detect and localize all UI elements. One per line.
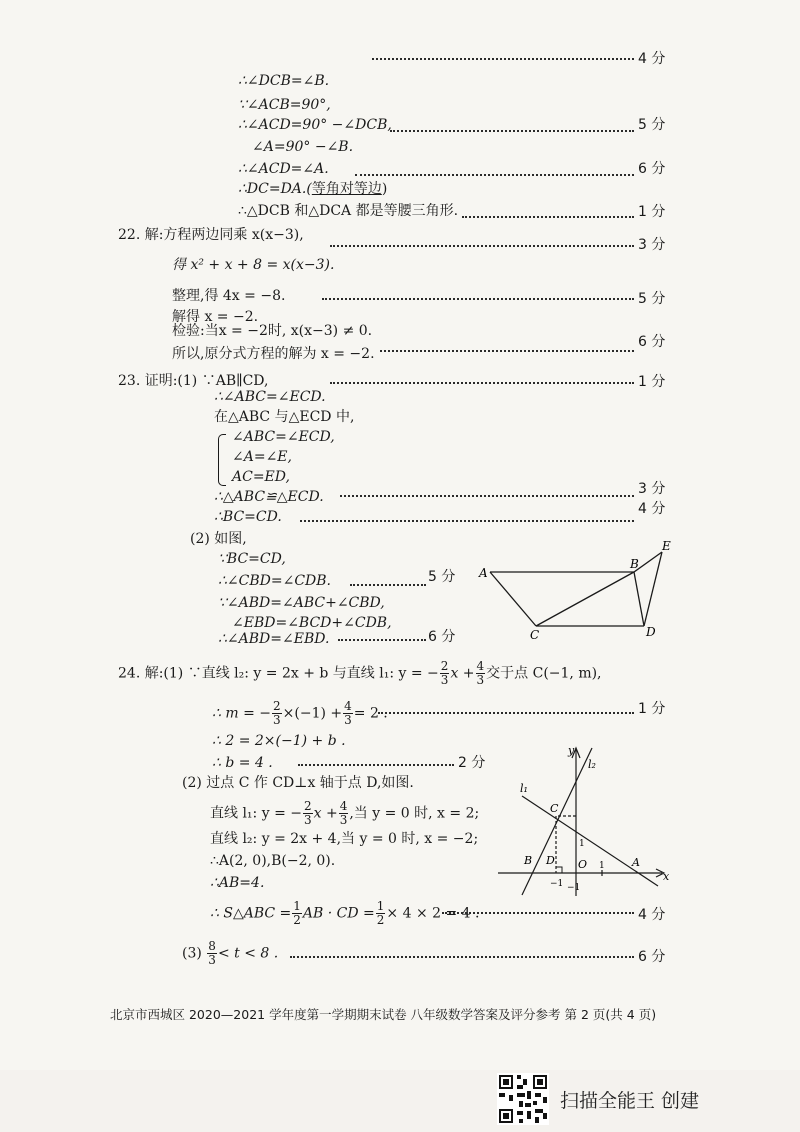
fig-label-l2: l₂ [588,758,596,771]
fig-label-e: E [662,539,671,553]
q24-line-5: 直线 l₂: y = 2x + 4,当 y = 0 时, x = −2; [210,831,479,847]
fig-label-a: A [632,856,640,869]
score-leader [390,130,634,132]
q23-line-1: ∴∠ABC=∠ECD. [214,389,326,405]
q24-line-6: ∴A(2, 0),B(−2, 0). [210,853,336,869]
fraction: $\frac{4}{3}$ [339,799,348,827]
score-label: 6 分 [638,949,666,965]
fraction: $\frac{2}{3}$ [440,659,449,687]
score-leader [338,639,426,641]
q23-line-6: ∴∠CBD=∠CDB. [218,573,331,589]
q24-heading: 24. 解:(1) ∵直线 l₂: y = 2x + b 与直线 l₁: y = − $\frac{2}{3}$ x + $\frac{4}{3}$ 交于点 C(−1, m), [118,659,602,687]
score-label: 4 分 [638,51,666,67]
tick-y-neg-one: −1 [567,883,581,893]
score-label: 5 分 [638,117,666,133]
q23-cond-2: ∠A=∠E, [232,449,292,465]
score-leader [330,245,634,247]
fig-label-x: x [663,870,670,883]
score-label: 3 分 [638,481,666,497]
q24-line-1: ∴ m = − $\frac{2}{3}$ ×(−1) + $\frac{4}{3}$ = 2 . [212,699,388,727]
q23-cond-1: ∠ABC=∠ECD, [232,429,335,445]
fig-label-l1: l₁ [520,782,528,795]
scanner-watermark: 扫描全能王 创建 [560,1090,700,1112]
fig-label-y: y [568,744,575,757]
q22-line-1: 得 x² + x + 8 = x(x−3). [172,257,335,273]
fig-label-d: D [546,854,555,867]
score-label: 6 分 [638,334,666,350]
coordinate-figure [492,740,672,900]
fig-label-c: C [530,628,540,642]
score-label: 4 分 [638,907,666,923]
tick-x-one: 1 [599,861,605,871]
score-leader [442,912,634,914]
q23-line-4: ∴BC=CD. [214,509,282,525]
q24-line-3: ∴ b = 4 . [212,755,273,771]
q22-line-3: 解得 x = −2. [172,309,259,325]
q21-line-7: ∴△DCB 和△DCA 都是等腰三角形. [238,203,459,219]
q22-line-5: 所以,原分式方程的解为 x = −2. [172,346,375,362]
fig-label-o: O [578,858,588,871]
q21-line-1: ∴∠DCB=∠B. [238,73,330,89]
score-leader [330,382,634,384]
fraction: $\frac{4}{3}$ [476,659,485,687]
q22-heading: 22. 解:方程两边同乘 x(x−3), [118,227,304,243]
q24-line-8: ∴ S△ABC = $\frac{1}{2}$ AB · CD = $\frac{1}{2}$ × 4 × 2 = 4 . [210,899,480,927]
score-leader [372,58,634,60]
qr-code-icon [497,1073,549,1125]
score-label: 1 分 [638,701,666,717]
score-label: 6 分 [428,629,456,645]
fig-label-c: C [550,802,559,815]
quadrilateral-figure [470,536,680,646]
fig-label-b: B [630,557,639,571]
fraction: $\frac{2}{3}$ [273,699,281,727]
q21-line-6: ∴DC=DA.(等角对等边) [238,181,388,197]
score-leader [355,174,634,176]
tick-x-neg-one: −1 [550,879,564,889]
score-label: 5 分 [428,569,456,585]
fraction: $\frac{1}{2}$ [293,899,301,927]
q24-part2: (2) 过点 C 作 CD⊥x 轴于点 D,如图. [182,775,414,791]
fraction: $\frac{1}{2}$ [376,899,385,927]
score-label: 1 分 [638,374,666,390]
q23-line-7: ∵∠ABD=∠ABC+∠CBD, [218,595,385,611]
score-leader [380,350,634,352]
q23-line-9: ∴∠ABD=∠EBD. [218,631,330,647]
q23-heading: 23. 证明:(1) ∵AB∥CD, [118,373,269,389]
q23-line-8: ∠EBD=∠BCD+∠CDB, [232,615,392,631]
q21-line-2: ∵∠ACB=90°, [238,97,331,113]
q23-line-2: 在△ABC 与△ECD 中, [214,409,355,425]
page-footer: 北京市西城区 2020—2021 学年度第一学期期末试卷 八年级数学答案及评分参考 第 2 页(共 4 页) [110,1007,657,1022]
q23-part2: (2) 如图, [190,531,247,547]
score-label: 3 分 [638,237,666,253]
score-leader [322,298,634,300]
tick-y-one: 1 [579,839,585,849]
score-leader [290,956,634,958]
fig-label-b: B [524,854,533,867]
score-leader [300,520,634,522]
score-leader [340,495,634,497]
score-leader [298,764,454,766]
score-leader [462,216,634,218]
q22-line-2: 整理,得 4x = −8. [172,288,286,304]
q24-line-7: ∴AB=4. [210,875,265,891]
q24-line-2: ∴ 2 = 2×(−1) + b . [212,733,346,749]
score-label: 5 分 [638,291,666,307]
score-label: 1 分 [638,204,666,220]
score-label: 6 分 [638,161,666,177]
fraction: $\frac{4}{3}$ [344,699,352,727]
score-leader [350,584,426,586]
fraction: $\frac{8}{3}$ [208,939,216,967]
q21-line-4: ∠A=90° −∠B. [252,139,354,155]
score-leader [378,712,634,714]
q24-part3: (3) $\frac{8}{3}$ < t < 8 . [182,939,279,967]
fig-label-a: A [479,566,488,580]
fig-label-d: D [646,625,656,639]
q23-cond-3: AC=ED, [232,469,290,485]
system-brace [218,434,226,486]
fraction: $\frac{2}{3}$ [303,799,312,827]
q23-line-3: ∴△ABC≌△ECD. [214,489,324,505]
q21-line-3: ∴∠ACD=90° −∠DCB, [238,117,392,133]
q24-line-4: 直线 l₁: y = − $\frac{2}{3}$ x + $\frac{4}{3}$ ,当 y = 0 时, x = 2; [210,799,480,827]
q22-line-4: 检验:当x = −2时, x(x−3) ≠ 0. [172,323,373,339]
score-label: 4 分 [638,501,666,517]
q23-line-5: ∵BC=CD, [218,551,286,567]
q21-line-5: ∴∠ACD=∠A. [238,161,329,177]
score-label: 2 分 [458,755,486,771]
